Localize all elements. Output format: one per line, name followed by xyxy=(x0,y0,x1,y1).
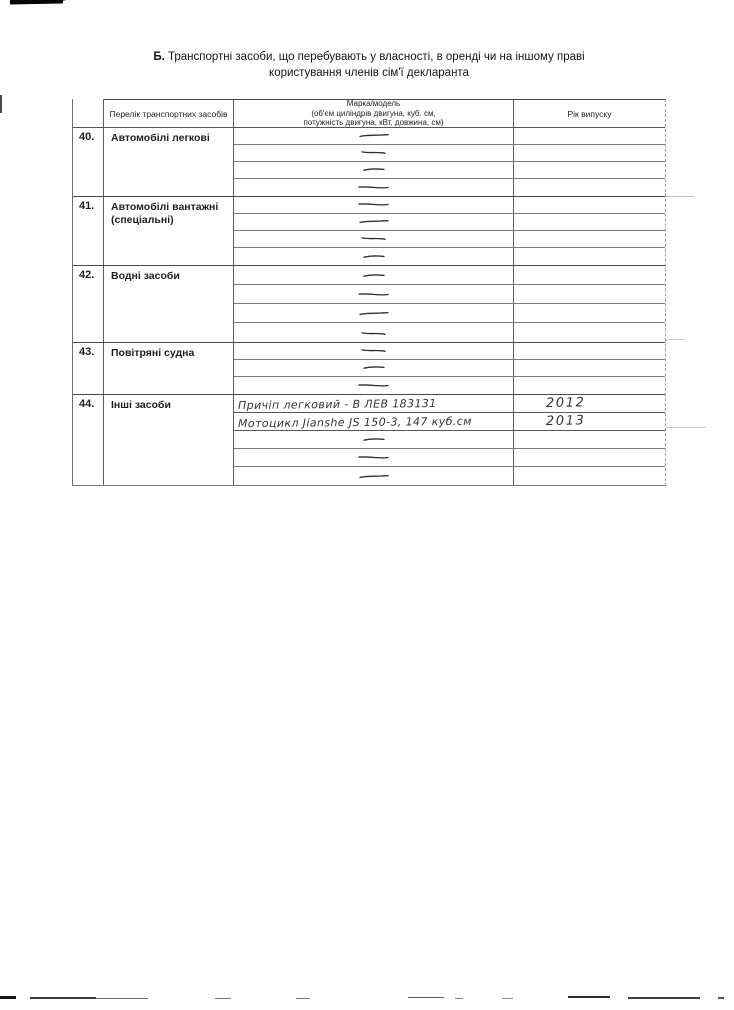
entry-subrow xyxy=(234,377,665,394)
header-year: Рік випуску xyxy=(514,99,665,127)
entry-subrow xyxy=(234,145,665,162)
scan-mark xyxy=(666,196,694,197)
handwritten-dash xyxy=(361,150,386,157)
year-cell xyxy=(514,128,665,144)
table-row xyxy=(73,342,665,394)
scan-mark xyxy=(96,998,148,999)
make-model-cell xyxy=(234,214,514,230)
scan-mark xyxy=(502,998,513,999)
year-cell xyxy=(514,179,665,196)
row-entries xyxy=(234,197,665,265)
row-number: 43. xyxy=(73,343,104,394)
year-cell xyxy=(514,231,665,247)
make-model-cell xyxy=(234,231,514,247)
handwritten-dash xyxy=(358,382,389,389)
make-model-cell xyxy=(234,248,514,265)
handwritten-dash xyxy=(361,236,386,243)
handwritten-dash xyxy=(358,201,389,208)
make-model-cell xyxy=(234,343,514,359)
make-model-cell xyxy=(234,197,514,213)
header-number-cell xyxy=(73,99,104,127)
year-cell xyxy=(514,377,665,394)
entry-subrow xyxy=(234,304,665,323)
table-row xyxy=(73,265,665,342)
handwritten-dash xyxy=(358,218,388,225)
row-entries xyxy=(234,343,665,394)
header-vehicles-list: Перелік транспортних засобів xyxy=(104,99,234,127)
make-model-cell xyxy=(234,304,514,322)
year-cell xyxy=(514,431,665,448)
make-model-cell xyxy=(234,377,514,394)
scan-mark xyxy=(628,997,700,999)
row-category: Автомобілі вантажні (спеціальні) xyxy=(104,197,234,265)
make-model-cell xyxy=(234,449,514,466)
handwritten-year: 2013 xyxy=(545,413,586,430)
handwritten-dash xyxy=(362,167,384,173)
row-number: 40. xyxy=(73,128,104,196)
handwritten-make-model: Причіп легковий - В ЛЕВ 183131 xyxy=(237,396,437,413)
row-number: 44. xyxy=(73,395,104,485)
row-entries xyxy=(234,128,665,196)
header-make-model: Марка/модель (об'єм циліндрів двигуна, куб. см, потужність двигуна, кВт, довжина, см) xyxy=(234,99,514,127)
make-model-cell xyxy=(234,266,514,284)
entry-subrow xyxy=(234,248,665,265)
vehicles-table xyxy=(72,99,666,486)
make-model-cell xyxy=(234,323,514,342)
scan-mark xyxy=(455,998,463,999)
handwritten-dash xyxy=(362,273,384,279)
section-title xyxy=(72,50,666,81)
scan-mark xyxy=(30,997,96,999)
make-model-cell xyxy=(234,413,514,430)
handwritten-dash xyxy=(358,184,389,191)
scan-mark xyxy=(0,996,16,999)
entry-subrow xyxy=(234,360,665,377)
row-entries xyxy=(234,266,665,342)
scan-mark xyxy=(666,427,706,428)
scan-mark-left-edge xyxy=(0,95,2,113)
handwritten-year: 2012 xyxy=(545,395,586,412)
year-cell xyxy=(514,467,665,485)
entry-subrow xyxy=(234,395,665,413)
entry-subrow xyxy=(234,128,665,145)
year-cell xyxy=(514,162,665,178)
entry-subrow xyxy=(234,323,665,342)
row-number: 41. xyxy=(73,197,104,265)
table-row xyxy=(73,196,665,265)
year-cell xyxy=(514,304,665,322)
entry-subrow xyxy=(234,431,665,449)
year-cell xyxy=(514,449,665,466)
row-category: Інші засоби xyxy=(104,395,234,485)
year-cell xyxy=(514,285,665,303)
handwritten-make-model: Мотоцикл Jianshe JS 150-3, 147 куб.см xyxy=(237,414,472,431)
make-model-cell xyxy=(234,128,514,144)
year-cell xyxy=(514,248,665,265)
make-model-cell xyxy=(234,179,514,196)
row-number: 42. xyxy=(73,266,104,342)
section-letter: Б. xyxy=(153,51,165,63)
scan-mark xyxy=(215,998,231,999)
make-model-cell xyxy=(234,162,514,178)
table-row xyxy=(73,394,665,485)
year-cell xyxy=(514,323,665,342)
handwritten-dash xyxy=(362,437,384,443)
section-title-line2: користування членів сім'ї декларанта xyxy=(269,66,469,79)
make-model-cell xyxy=(234,145,514,161)
year-cell xyxy=(514,214,665,230)
handwritten-dash xyxy=(358,132,388,139)
entry-subrow xyxy=(234,266,665,285)
entry-subrow xyxy=(234,231,665,248)
row-category: Повітряні судна xyxy=(104,343,234,394)
entry-subrow xyxy=(234,467,665,485)
year-cell xyxy=(514,266,665,284)
scan-mark xyxy=(408,997,444,998)
make-model-cell xyxy=(234,395,514,412)
entry-subrow xyxy=(234,179,665,196)
make-model-cell xyxy=(234,360,514,376)
year-cell xyxy=(514,395,665,412)
handwritten-dash xyxy=(361,348,386,355)
handwritten-dash xyxy=(362,254,384,260)
entry-subrow xyxy=(234,449,665,467)
handwritten-dash xyxy=(358,454,389,461)
entry-subrow xyxy=(234,285,665,304)
handwritten-dash xyxy=(361,331,386,338)
handwritten-dash xyxy=(358,291,389,298)
entry-subrow xyxy=(234,197,665,214)
make-model-cell xyxy=(234,431,514,448)
entry-subrow xyxy=(234,214,665,231)
scan-mark xyxy=(296,998,310,999)
year-cell xyxy=(514,197,665,213)
year-cell xyxy=(514,145,665,161)
year-cell xyxy=(514,413,665,430)
scan-mark xyxy=(666,339,686,340)
make-model-cell xyxy=(234,467,514,485)
table-row xyxy=(73,127,665,196)
entry-subrow xyxy=(234,413,665,431)
handwritten-dash xyxy=(358,473,388,480)
row-entries xyxy=(234,395,665,485)
row-category: Водні засоби xyxy=(104,266,234,342)
scan-mark-top-left xyxy=(10,0,63,5)
entry-subrow xyxy=(234,162,665,179)
row-category: Автомобілі легкові xyxy=(104,128,234,196)
entry-subrow xyxy=(234,343,665,360)
handwritten-dash xyxy=(358,310,388,317)
make-model-cell xyxy=(234,285,514,303)
section-title-line1: Б. Транспортні засоби, що перебувають у власності, в оренді чи на іншому праві xyxy=(153,51,585,63)
scan-mark xyxy=(718,997,724,999)
scan-mark xyxy=(568,996,610,998)
handwritten-dash xyxy=(362,365,384,371)
table-header-row xyxy=(73,99,665,127)
year-cell xyxy=(514,343,665,359)
year-cell xyxy=(514,360,665,376)
